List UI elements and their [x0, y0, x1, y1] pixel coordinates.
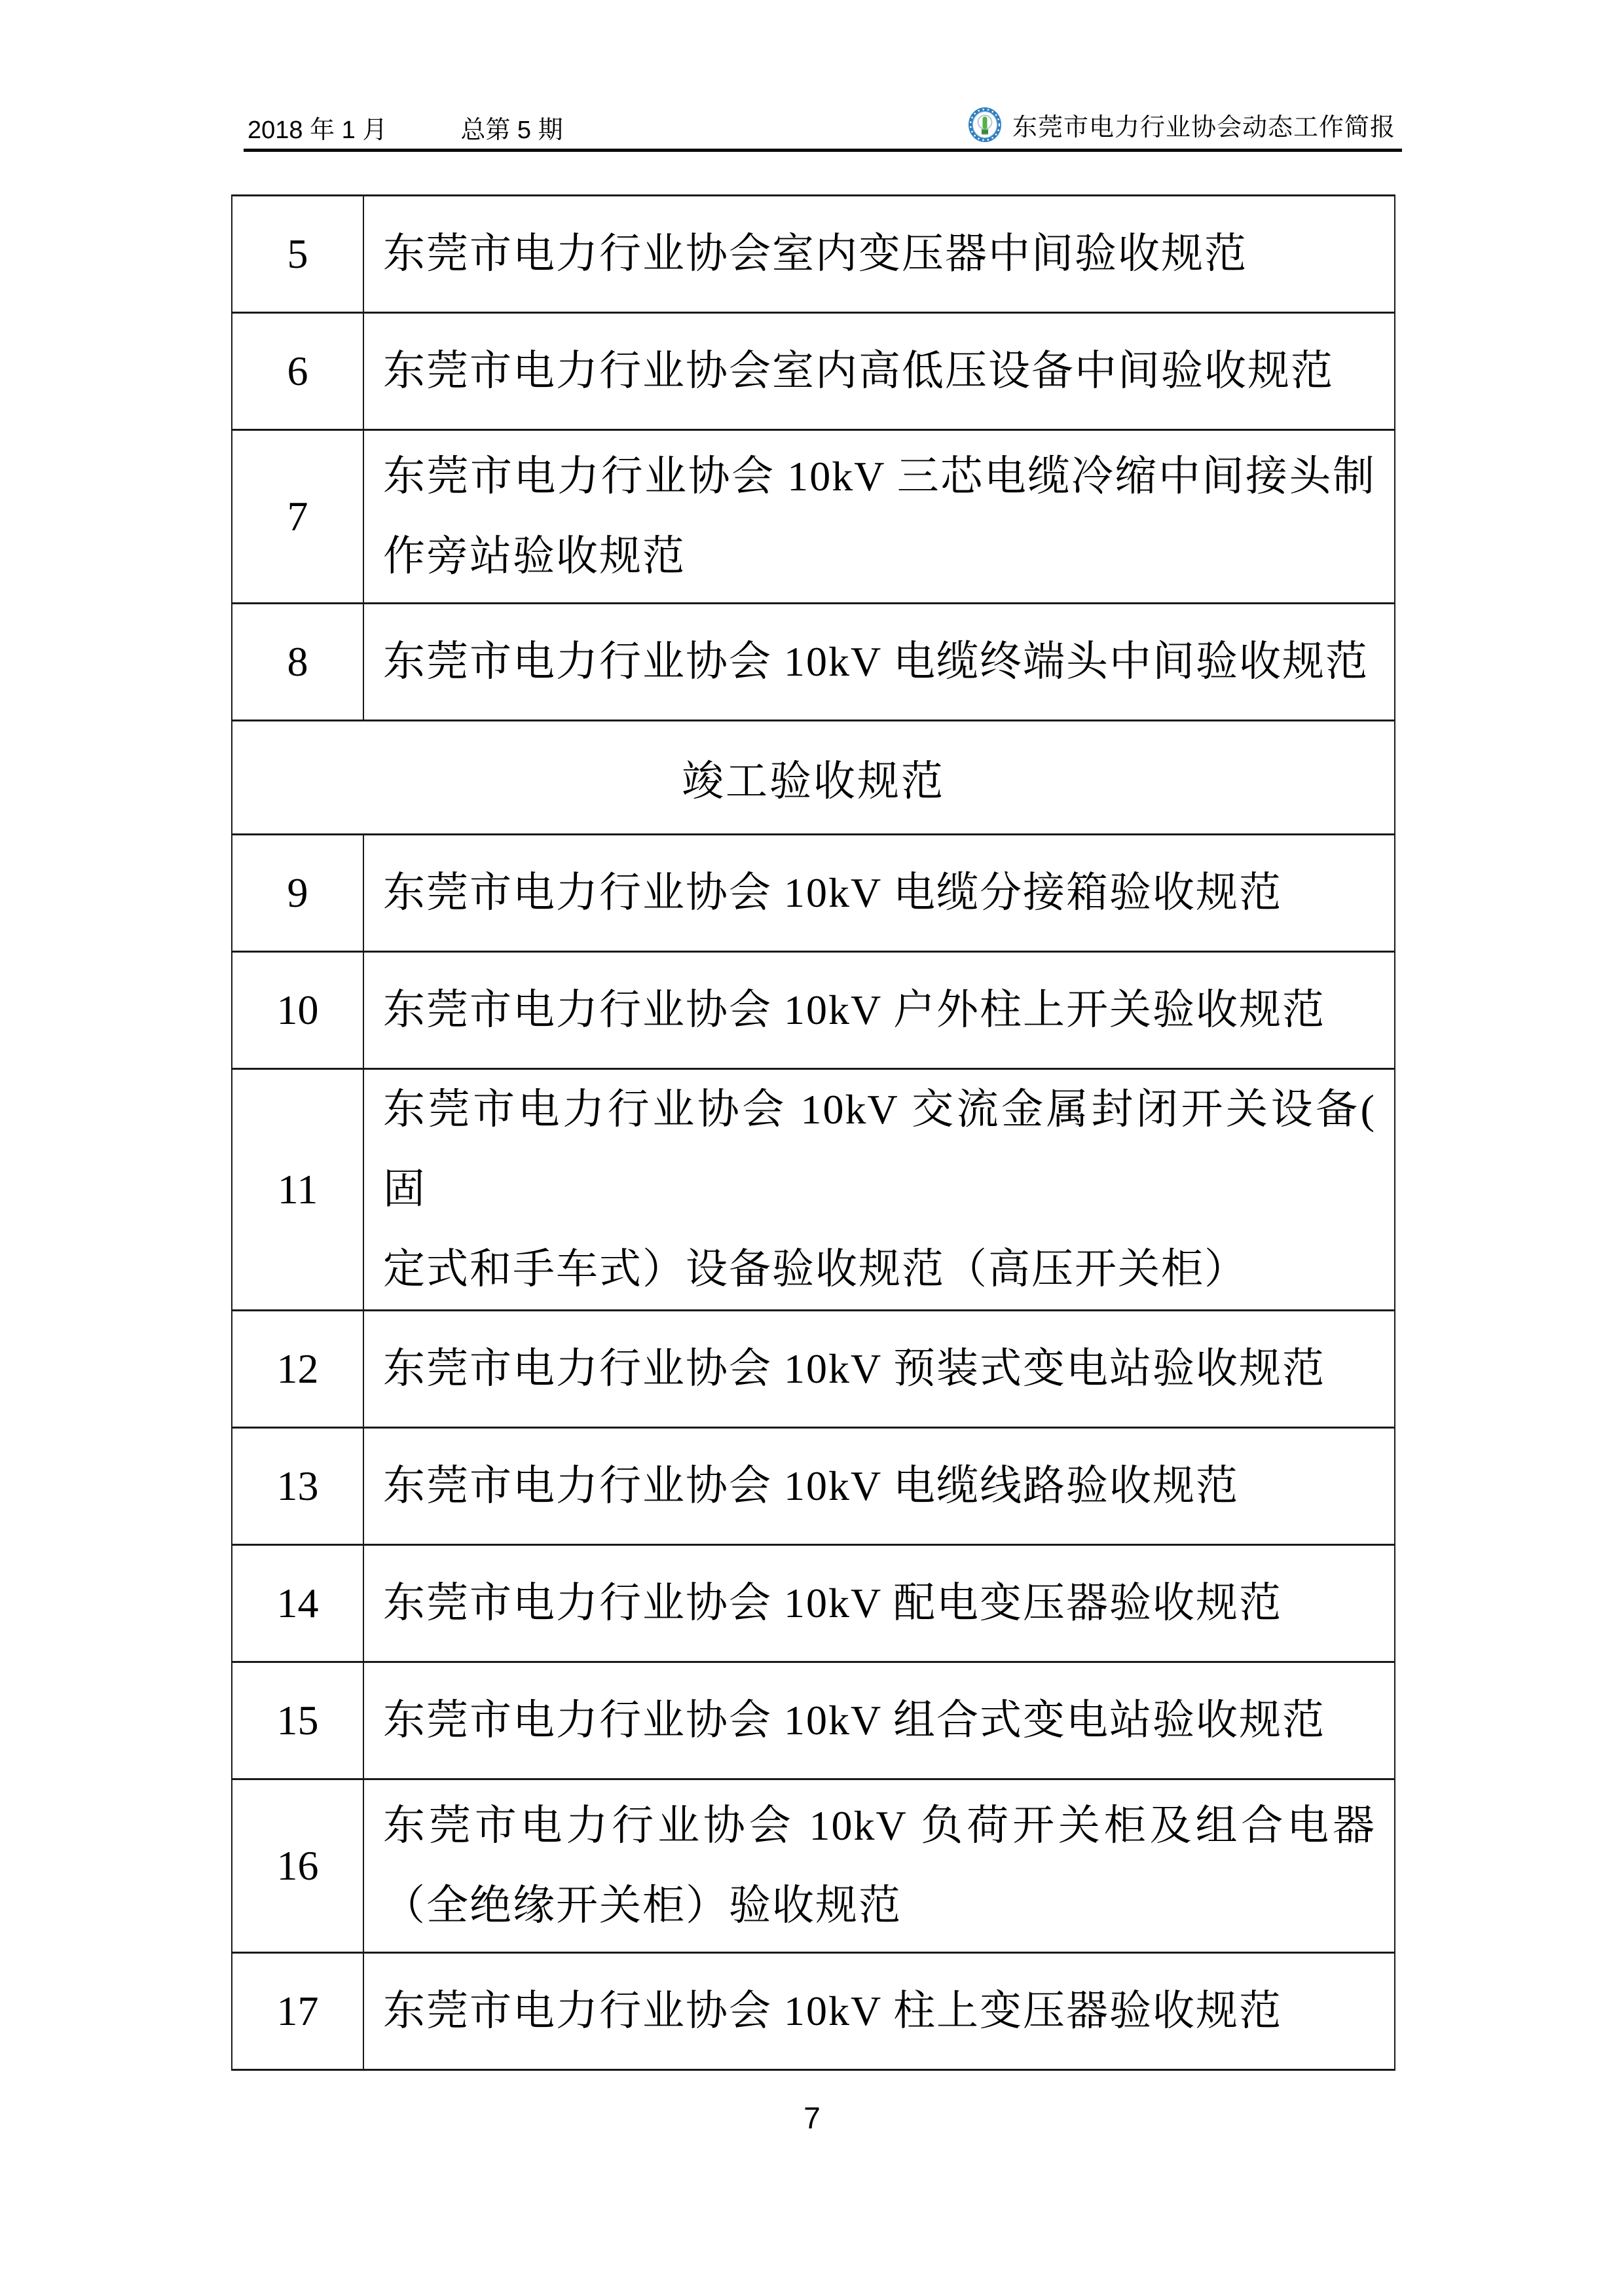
row-text-line: 东莞市电力行业协会 10kV 组合式变电站验收规范 — [383, 1697, 1326, 1744]
header-title: 东莞市电力行业协会动态工作简报 — [1012, 114, 1395, 141]
header-date: 2018 年 1 月 — [248, 117, 388, 144]
row-text-line: 东莞市电力行业协会 10kV 户外柱上开关验收规范 — [383, 987, 1326, 1034]
row-text-line: （全绝缘开关柜）验收规范 — [383, 1882, 902, 1929]
table-row — [232, 1311, 1395, 1428]
row-text-line: 东莞市电力行业协会 10kV 三芯电缆冷缩中间接头制 — [383, 453, 1376, 500]
table-row — [232, 1662, 1395, 1779]
row-text-line: 东莞市电力行业协会 10kV 电缆线路验收规范 — [383, 1463, 1240, 1510]
row-text — [363, 952, 1395, 1069]
row-text-line: 东莞市电力行业协会 10kV 电缆终端头中间验收规范 — [383, 638, 1369, 685]
row-text-line: 定式和手车式）设备验收规范（高压开关柜） — [383, 1246, 1247, 1292]
row-text — [363, 430, 1395, 604]
row-text-line: 东莞市电力行业协会 10kV 配电变压器验收规范 — [383, 1580, 1283, 1627]
row-number: 14 — [232, 1545, 363, 1662]
header-issue: 总第 5 期 — [460, 117, 563, 144]
row-number: 8 — [232, 604, 363, 721]
row-text — [363, 1779, 1395, 1953]
table-row — [232, 430, 1395, 604]
row-text — [363, 1069, 1395, 1311]
standards-table-body — [232, 196, 1395, 2070]
row-number: 11 — [232, 1069, 363, 1311]
row-text — [363, 1311, 1395, 1428]
row-text-line: 东莞市电力行业协会 10kV 交流金属封闭开关设备( 固 — [383, 1086, 1376, 1212]
page-header-right — [969, 107, 1395, 143]
row-text-line: 东莞市电力行业协会室内高低压设备中间验收规范 — [383, 348, 1334, 395]
row-text-line: 东莞市电力行业协会 10kV 柱上变压器验收规范 — [383, 1988, 1283, 2035]
row-number: 10 — [232, 952, 363, 1069]
table-row — [232, 196, 1395, 313]
row-number: 17 — [232, 1953, 363, 2070]
row-number: 6 — [232, 313, 363, 430]
table-row — [232, 604, 1395, 721]
row-text — [363, 196, 1395, 313]
row-text-line: 作旁站验收规范 — [383, 533, 686, 579]
row-number: 9 — [232, 835, 363, 952]
row-text — [363, 313, 1395, 430]
page-header-left — [248, 117, 563, 144]
row-number: 12 — [232, 1311, 363, 1428]
row-text-line: 东莞市电力行业协会 10kV 负荷开关柜及组合电器 — [383, 1802, 1376, 1849]
row-number: 7 — [232, 430, 363, 604]
table-row — [232, 1428, 1395, 1545]
row-text — [363, 604, 1395, 721]
row-text-line: 东莞市电力行业协会室内变压器中间验收规范 — [383, 230, 1247, 278]
section-row — [232, 721, 1395, 835]
row-number: 16 — [232, 1779, 363, 1953]
table-row — [232, 1545, 1395, 1662]
row-number: 15 — [232, 1662, 363, 1779]
section-label: 竣工验收规范 — [232, 721, 1395, 835]
row-text — [363, 1545, 1395, 1662]
table-row — [232, 835, 1395, 952]
row-text-line: 东莞市电力行业协会 10kV 预装式变电站验收规范 — [383, 1345, 1326, 1393]
page-number: 7 — [803, 2101, 821, 2135]
table-row — [232, 313, 1395, 430]
standards-table — [231, 194, 1395, 2071]
row-text — [363, 1953, 1395, 2070]
row-text — [363, 1428, 1395, 1545]
table-row — [232, 1069, 1395, 1311]
row-text — [363, 1662, 1395, 1779]
row-text-line: 东莞市电力行业协会 10kV 电缆分接箱验收规范 — [383, 869, 1283, 917]
row-number: 13 — [232, 1428, 363, 1545]
row-number: 5 — [232, 196, 363, 313]
table-row — [232, 1953, 1395, 2070]
lightbulb-badge-icon — [969, 107, 1001, 142]
table-row — [232, 1779, 1395, 1953]
header-rule-divider — [244, 149, 1402, 152]
row-text — [363, 835, 1395, 952]
table-row — [232, 952, 1395, 1069]
